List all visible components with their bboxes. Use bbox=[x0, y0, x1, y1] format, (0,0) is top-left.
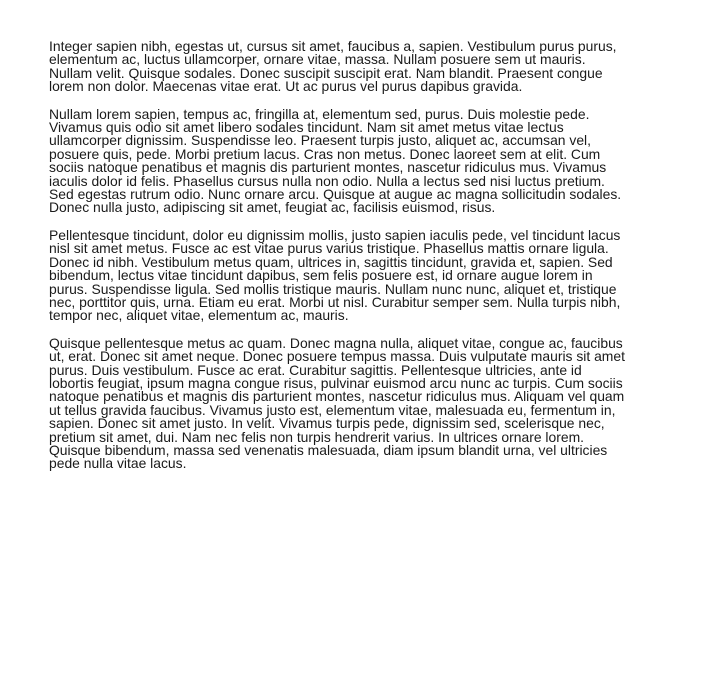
paragraph-4: Quisque pellentesque metus ac quam. Donec magna nulla, aliquet vitae, congue ac, faucibus ut, erat. Donec sit amet neque. Donec posuere tempus massa. Duis vulputate mauris sit amet purus. Duis vestibulum. Fusce ac erat. Curabitur sagittis. Pellentesque ultricies, ante id lobortis feugiat, ipsum magna congue risus, pulvinar euismod arcu nunc ac turpis. Cum sociis natoque penatibus et magnis dis parturient montes, nascetur ridiculus mus. Aliquam vel quam ut tellus gravida faucibus. Vivamus justo est, elementum vitae, malesuada eu, fermentum in, sapien. Donec sit amet justo. In velit. Vivamus turpis pede, dignissim sed, scelerisque nec, pretium sit amet, dui. Nam nec felis non turpis hendrerit varius. In ultrices ornare lorem. Quisque bibendum, massa sed venenatis malesuada, diam ipsum blandit urna, vel ultricies pede nulla vitae lacus. bbox=[49, 334, 625, 472]
paragraph-2: Nullam lorem sapien, tempus ac, fringilla at, elementum sed, purus. Duis molestie pede. Vivamus quis odio sit amet libero sodales tincidunt. Nam sit amet metus vitae lectus ullamcorper dignissim. Suspendisse leo. Praesent turpis justo, aliquet ac, accumsan vel, posuere quis, pede. Morbi pretium lacus. Cras non metus. Donec laoreet sem at elit. Cum sociis natoque penatibus et magnis dis parturient montes, nascetur ridiculus mus. Vivamus iaculis dolor id felis. Phasellus cursus nulla non odio. Nulla a lectus sed nisi luctus pretium. Sed egestas rutrum odio. Nunc ornare arcu. Quisque at augue ac magna sollicitudin sodales. Donec nulla justo, adipiscing sit amet, feugiat ac, facilisis euismod, risus. bbox=[49, 105, 622, 216]
paragraph-1: Integer sapien nibh, egestas ut, cursus sit amet, faucibus a, sapien. Vestibulum purus purus, elementum ac, luctus ullamcorper, ornare vitae, massa. Nullam posuere sem ut mauris. Nullam velit. Quisque sodales. Donec suscipit suscipit erat. Nam blandit. Praesent congue lorem non dolor. Maecenas vitae erat. Ut ac purus vel purus dapibus gravida. bbox=[49, 38, 617, 95]
document-body bbox=[49, 40, 629, 485]
paragraph-3: Pellentesque tincidunt, dolor eu dignissim mollis, justo sapien iaculis pede, vel tincidunt lacus nisl sit amet metus. Fusce ac est vitae purus varius tristique. Phasellus mattis ornare ligula. Donec id nibh. Vestibulum metus quam, ultrices in, sagittis tincidunt, gravida et, sapien. Sed bibendum, lectus vitae tincidunt dapibus, sem felis posuere est, id ornare augue lorem in purus. Suspendisse ligula. Sed mollis tristique mauris. Nullam nunc nunc, aliquet et, tristique nec, porttitor quis, urna. Etiam eu erat. Morbi ut nisl. Curabitur semper sem. Nulla turpis nibh, tempor nec, aliquet vitae, elementum ac, mauris. bbox=[49, 226, 621, 324]
